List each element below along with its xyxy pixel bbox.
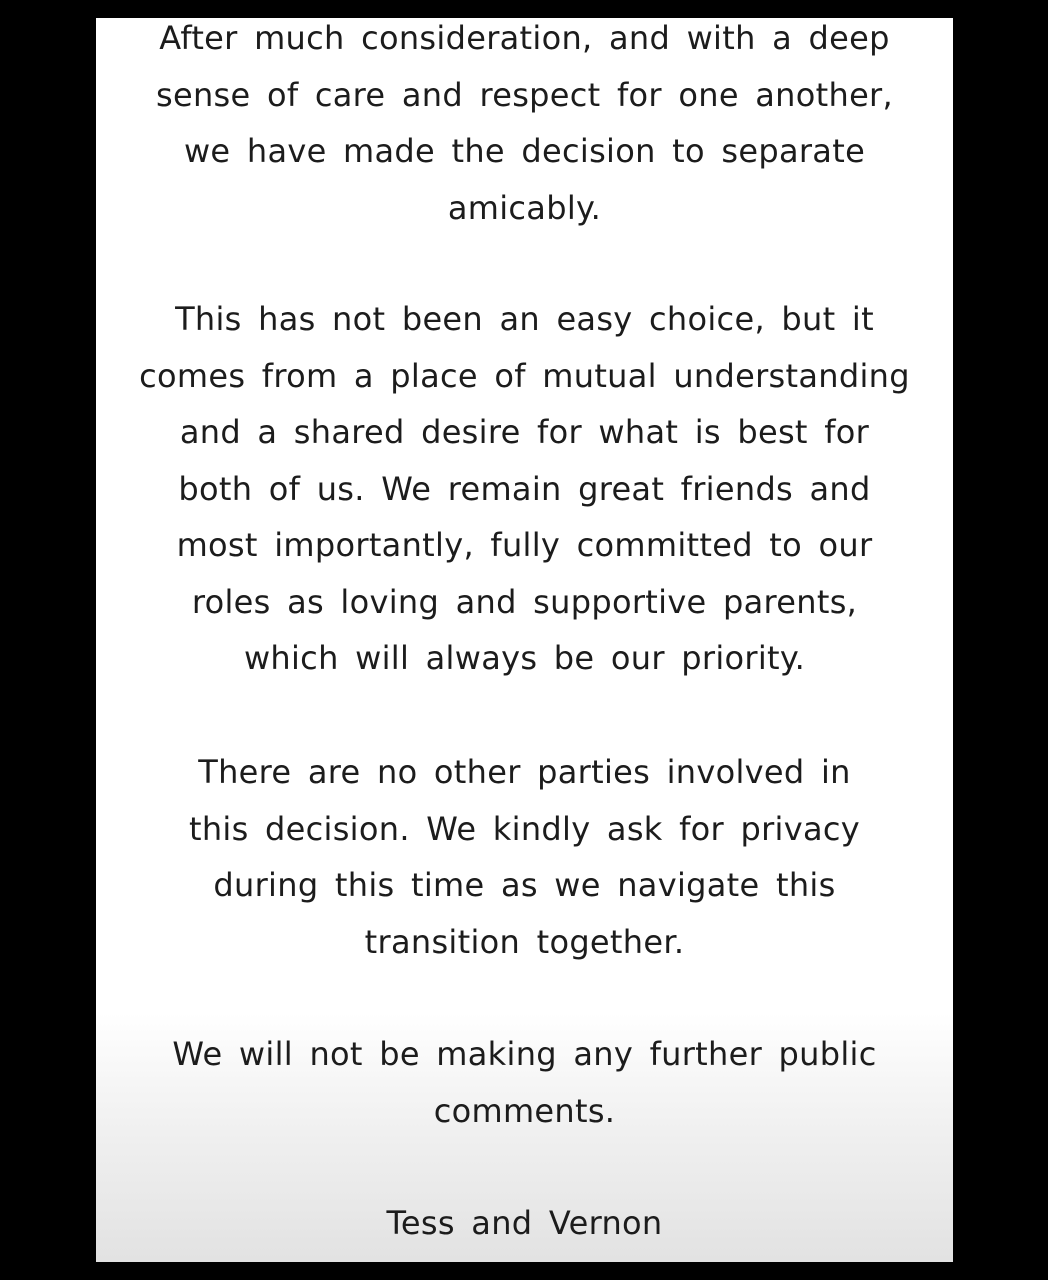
text-line: transition together.: [364, 922, 685, 961]
statement-page: [96, 18, 953, 1262]
paragraph-no-comments: [96, 1026, 953, 1139]
text-line: There are no other parties involved in: [198, 753, 851, 791]
text-line: comes from a place of mutual understanding: [139, 356, 910, 395]
text-line: This has not been an easy choice, but it: [175, 300, 874, 338]
text-line: and a shared desire for what is best for: [179, 413, 870, 451]
text-line: both of us. We remain great friends and: [178, 469, 871, 508]
text-line: amicably.: [447, 188, 602, 227]
signature-text: Tess and Vernon: [386, 1204, 663, 1242]
text-line: which will always be our priority.: [243, 639, 806, 677]
text-line: roles as loving and supportive parents,: [191, 582, 858, 621]
text-line: this decision. We kindly ask for privacy: [188, 809, 861, 848]
text-line: sense of care and respect for one another,: [155, 75, 893, 114]
text-line: After much consideration, and with a deep: [159, 19, 890, 57]
text-line: we have made the decision to separate: [183, 132, 866, 170]
text-line: We will not be making any further public: [172, 1035, 877, 1073]
text-line: comments.: [433, 1091, 616, 1130]
text-line: most importantly, fully committed to our: [176, 526, 873, 564]
paragraph-choice: [96, 291, 953, 687]
text-line: during this time as we navigate this: [213, 866, 836, 904]
paragraph-privacy: [96, 744, 953, 970]
paragraph-consideration: [96, 18, 953, 236]
signature: [96, 1195, 953, 1252]
